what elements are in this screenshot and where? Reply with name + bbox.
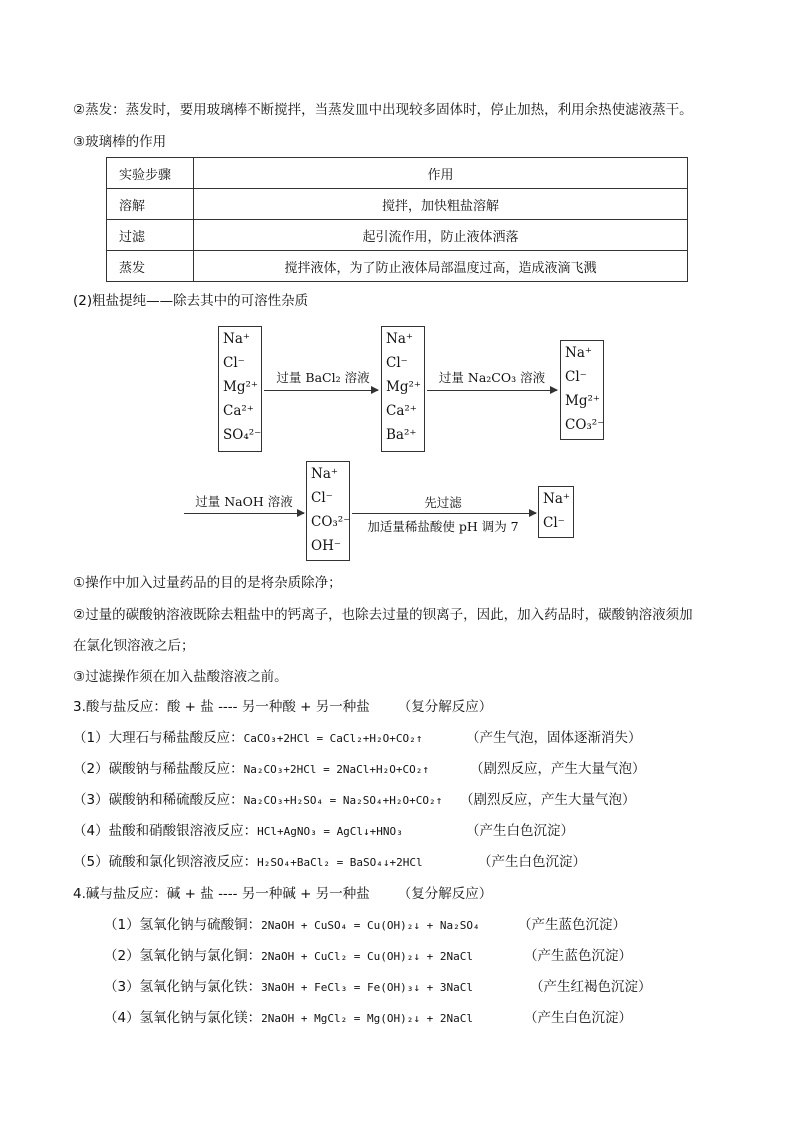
table-header-step: 实验步骤 (107, 158, 194, 189)
step4-bottom-label: 加适量稀盐酸使 pH 调为 7 (367, 519, 519, 534)
reaction-note: （产生红褐色沉淀） (530, 979, 652, 995)
note-3: 在氯化钡溶液之后； (73, 638, 195, 654)
reaction-note: （剧烈反应，产生大量气泡） (460, 792, 636, 808)
ion: Cl⁻ (223, 355, 245, 371)
ion: CO₃²⁻ (565, 417, 605, 433)
ion: SO₄²⁻ (223, 427, 262, 443)
ion: Na⁺ (386, 331, 413, 347)
table-header-row (107, 158, 688, 189)
reaction-equation: Na₂CO₃+2HCl = 2NaCl+H₂O+CO₂↑ (243, 763, 430, 776)
reaction-equation: 2NaOH + MgCl₂ = Mg(OH)₂↓ + 2NaCl (261, 1012, 474, 1025)
ion: Mg²⁺ (565, 393, 601, 409)
table-row (107, 189, 688, 220)
reaction-label: （4）盐酸和硝酸银溶液反应： (73, 823, 258, 839)
para-rod-heading: ③玻璃棒的作用 (73, 134, 167, 150)
reaction-equation: 2NaOH + CuCl₂ = Cu(OH)₂↓ + 2NaCl (261, 950, 474, 963)
section4-heading (73, 885, 492, 903)
reaction-label: （1）大理石与稀盐酸反应： (73, 730, 244, 746)
reaction-equation: CaCO₃+2HCl = CaCl₂+H₂O+CO₂↑ (243, 732, 423, 745)
section3-title: 3.酸与盐反应：酸 + 盐 ---- 另一种酸 + 另一种盐 (73, 699, 370, 715)
reaction-note: （产生白色沉淀） (478, 854, 586, 870)
reaction-row (104, 916, 480, 935)
ion: Mg²⁺ (386, 379, 422, 395)
ion: Na⁺ (223, 331, 250, 347)
reaction-note: （产生蓝色沉淀） (524, 948, 632, 964)
ion-box-2 (381, 326, 425, 452)
ion: OH⁻ (311, 538, 341, 554)
ion: Ca²⁺ (386, 403, 417, 419)
reaction-row (73, 853, 423, 872)
ion-box-4 (306, 461, 350, 561)
para-evaporation: ②蒸发：蒸发时，要用玻璃棒不断搅拌，当蒸发皿中出现较多固体时，停止加热，利用余热使滤液蒸干。 (73, 102, 693, 118)
ion: CO₃²⁻ (311, 514, 351, 530)
step1-arrow (264, 390, 378, 391)
ion: Cl⁻ (565, 369, 587, 385)
section4-title: 4.碱与盐反应：碱 + 盐 ---- 另一种碱 + 另一种盐 (73, 886, 370, 902)
ion: Cl⁻ (543, 515, 565, 531)
reaction-row (104, 978, 473, 997)
reaction-row (73, 729, 422, 748)
reaction-label: （2）碳酸钠与稀盐酸反应： (73, 761, 244, 777)
table-row (107, 251, 688, 282)
step3-label: 过量 NaOH 溶液 (195, 494, 293, 509)
table-cell: 搅拌液体，为了防止液体局部温度过高，造成液滴飞溅 (194, 251, 688, 282)
table-cell: 过滤 (107, 220, 194, 251)
reaction-label: （3）氢氧化钠与氯化铁： (104, 979, 262, 995)
step4-arrow (352, 513, 536, 514)
note-1: ①操作中加入过量药品的目的是将杂质除净； (73, 575, 342, 591)
reaction-row (104, 1009, 473, 1028)
table-cell: 起引流作用，防止液体洒落 (194, 220, 688, 251)
ion: Ca²⁺ (223, 403, 254, 419)
reaction-label: （5）硫酸和氯化钡溶液反应： (73, 854, 258, 870)
step4-top-label: 先过滤 (424, 495, 462, 510)
reaction-row (73, 791, 442, 810)
note-4: ③过滤操作须在加入盐酸溶液之前。 (73, 669, 288, 685)
rod-usage-table (106, 157, 688, 282)
section4-type: （复分解反应） (397, 886, 493, 902)
reaction-equation: 2NaOH + CuSO₄ = Cu(OH)₂↓ + Na₂SO₄ (261, 919, 480, 932)
reaction-equation: Na₂CO₃+H₂SO₄ = Na₂SO₄+H₂O+CO₂↑ (243, 794, 443, 807)
section3-type: （复分解反应） (397, 699, 493, 715)
section2-heading: (2)粗盐提纯——除去其中的可溶性杂质 (73, 293, 309, 309)
reaction-row (73, 822, 403, 841)
table-header-usage: 作用 (194, 158, 688, 189)
reaction-label: （2）氢氧化钠与氯化铜： (104, 948, 262, 964)
reaction-row (73, 760, 429, 779)
reaction-note: （产生白色沉淀） (466, 823, 574, 839)
reaction-label: （1）氢氧化钠与硫酸铜： (104, 917, 262, 933)
ion: Na⁺ (311, 466, 338, 482)
ion-box-5 (538, 486, 574, 538)
reaction-row (104, 947, 473, 966)
ion: Na⁺ (565, 345, 592, 361)
step3-arrow (184, 513, 304, 514)
reaction-note: （剧烈反应，产生大量气泡） (470, 761, 646, 777)
reaction-note: （产生气泡，固体逐渐消失） (466, 730, 642, 746)
reaction-equation: HCl+AgNO₃ = AgCl↓+HNO₃ (257, 825, 403, 838)
ion: Ba²⁺ (386, 427, 417, 443)
reaction-equation: 3NaOH + FeCl₃ = Fe(OH)₃↓ + 3NaCl (261, 981, 474, 994)
table-cell: 搅拌，加快粗盐溶解 (194, 189, 688, 220)
ion: Na⁺ (543, 491, 570, 507)
step2-label: 过量 Na₂CO₃ 溶液 (438, 370, 546, 385)
note-2: ②过量的碳酸钠溶液既除去粗盐中的钙离子，也除去过量的钡离子，因此，加入药品时，碳酸钠溶液须加 (73, 607, 693, 623)
table-cell: 溶解 (107, 189, 194, 220)
reaction-label: （3）碳酸钠和稀硫酸反应： (73, 792, 244, 808)
table-cell: 蒸发 (107, 251, 194, 282)
ion-box-1 (218, 326, 262, 452)
ion-box-3 (560, 340, 604, 440)
reaction-note: （产生白色沉淀） (524, 1010, 632, 1026)
ion: Cl⁻ (311, 490, 333, 506)
ion: Mg²⁺ (223, 379, 259, 395)
reaction-equation: H₂SO₄+BaCl₂ = BaSO₄↓+2HCl (257, 856, 423, 869)
reaction-note: （产生蓝色沉淀） (518, 917, 626, 933)
table-row (107, 220, 688, 251)
section3-heading (73, 698, 492, 716)
reaction-label: （4）氢氧化钠与氯化镁： (104, 1010, 262, 1026)
step2-arrow (427, 390, 557, 391)
ion: Cl⁻ (386, 355, 408, 371)
step1-label: 过量 BaCl₂ 溶液 (276, 370, 370, 385)
